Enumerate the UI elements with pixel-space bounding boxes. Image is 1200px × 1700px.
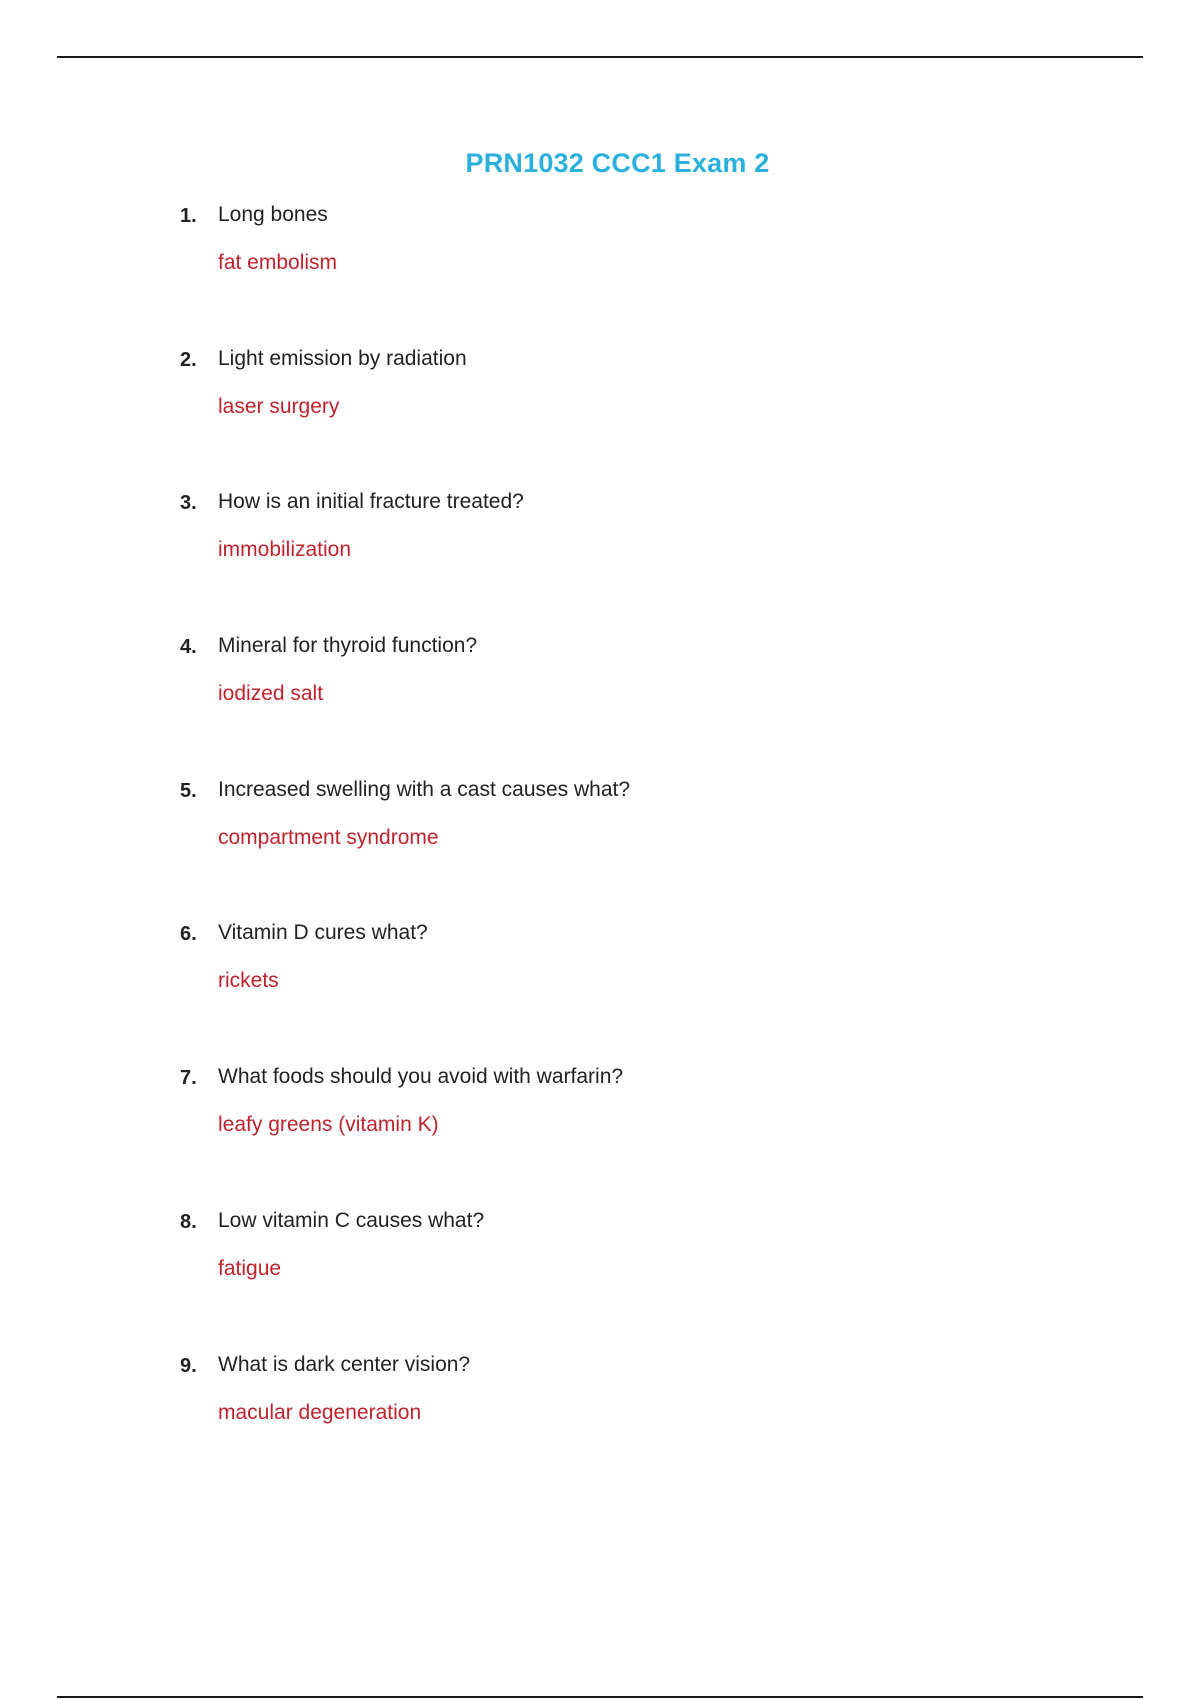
list-item [180,203,1080,347]
question-text: Increased swelling with a cast causes what? [218,777,631,801]
list-item [180,347,1080,491]
question-text: How is an initial fracture treated? [218,490,524,514]
answer-text: leafy greens (vitamin K) [218,1113,439,1137]
bottom-rule [57,1696,1143,1698]
question-number: 9. [180,1354,197,1377]
question-number: 7. [180,1067,197,1090]
list-item [180,490,1080,634]
question-text: Mineral for thyroid function? [218,634,478,658]
question-text: What foods should you avoid with warfarin? [218,1065,624,1089]
answer-text: laser surgery [218,394,340,418]
question-list [180,203,1080,1496]
question-number: 5. [180,779,197,802]
answer-text: rickets [218,969,279,993]
answer-text: fat embolism [218,251,338,274]
answer-text: macular degeneration [218,1400,422,1424]
question-number: 8. [180,1210,197,1233]
question-text: Long bones [218,203,328,226]
list-item [180,1065,1080,1209]
question-text: Vitamin D cures what? [218,921,428,945]
list-item [180,1209,1080,1353]
list-item [180,634,1080,778]
question-number: 6. [180,923,197,946]
answer-text: iodized salt [218,682,324,706]
question-number: 2. [180,348,197,371]
question-text: What is dark center vision? [218,1352,471,1376]
answer-text: compartment syndrome [218,825,439,849]
answer-text: immobilization [218,538,352,562]
question-number: 3. [180,492,197,515]
question-number: 1. [180,205,197,227]
list-item [180,921,1080,1065]
top-rule [57,56,1143,58]
answer-text: fatigue [218,1256,282,1280]
page-title: PRN1032 CCC1 Exam 2 [465,148,770,178]
list-item [180,778,1080,922]
question-text: Light emission by radiation [218,346,467,370]
question-text: Low vitamin C causes what? [218,1208,485,1232]
list-item [180,1353,1080,1497]
question-number: 4. [180,636,197,659]
